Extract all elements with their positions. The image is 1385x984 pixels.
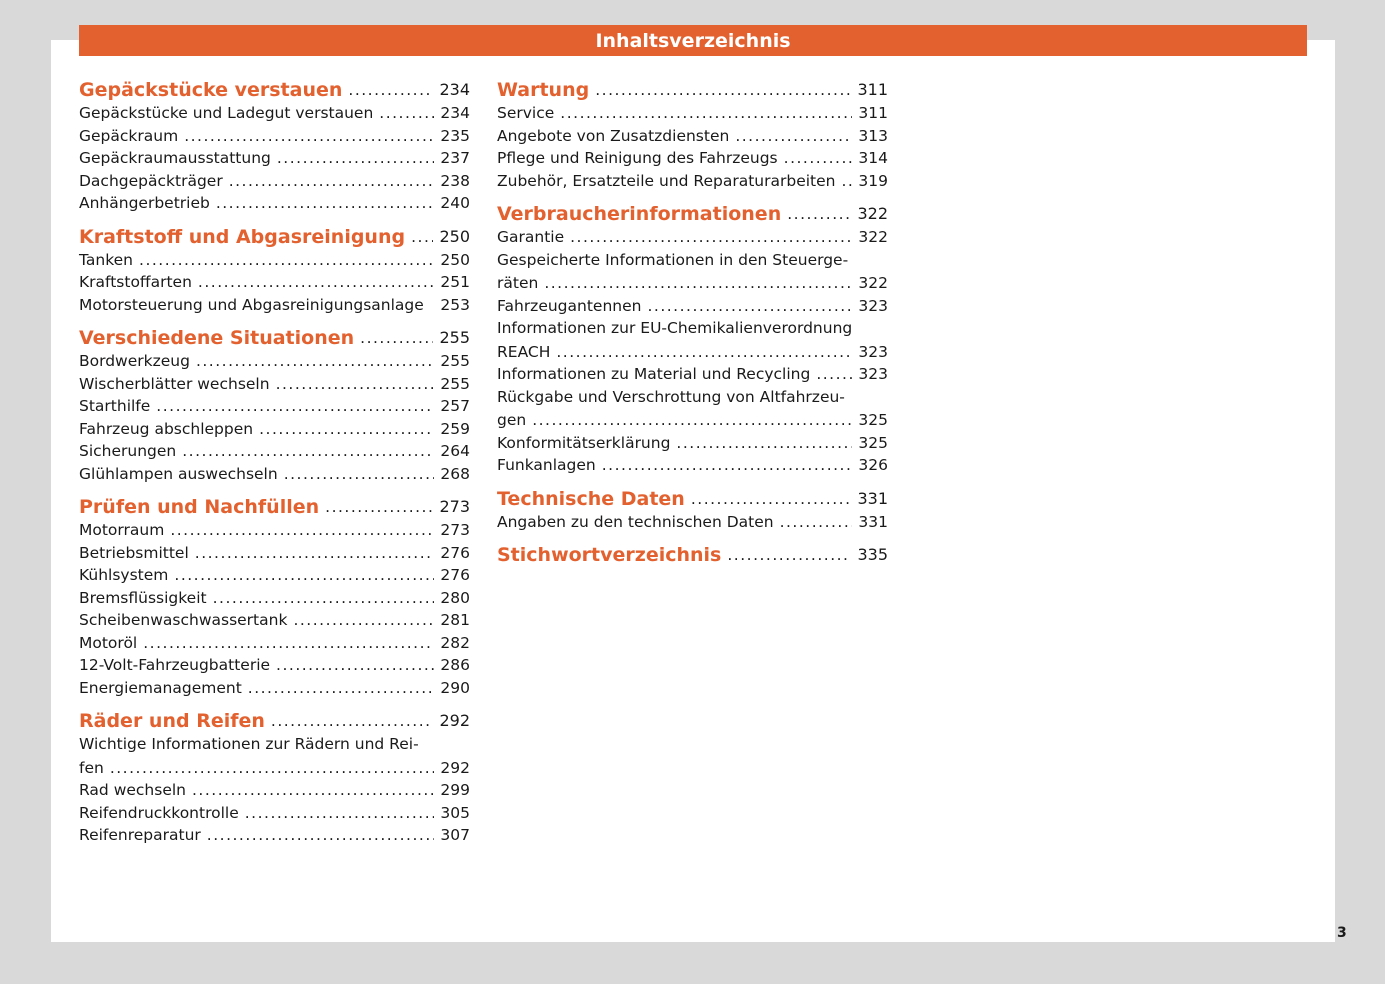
dot-leader [216,192,435,215]
page-ref: 237 [440,149,470,167]
page-ref: 290 [440,678,470,697]
dot-leader [192,779,434,802]
toc-entry[interactable] [79,350,470,373]
toc-entry[interactable] [79,564,470,587]
toc-entry[interactable] [497,454,888,477]
toc-entry[interactable] [497,272,888,295]
page-ref: 286 [440,656,470,674]
entry-title: Rad wechseln [79,781,186,799]
entry-title: Kraftstoffarten [79,273,192,291]
page-ref: 281 [440,611,470,629]
entry-title: Betriebsmittel [79,543,189,562]
dot-leader [293,609,434,632]
entry-title: Sicherungen [79,442,177,460]
entry-title: Gepäckraum [79,126,179,145]
toc-section[interactable] [79,225,470,249]
entry-title: Motorraum [79,521,165,539]
toc-entry[interactable] [497,511,888,534]
dot-leader [556,341,852,364]
dot-leader [379,102,434,125]
toc-entry[interactable] [497,226,888,249]
toc-entry-line[interactable]: Wichtige Informationen zur Rädern und Rei- [79,735,419,753]
entry-title: Kühlsystem [79,566,169,584]
toc-entry[interactable] [79,125,470,148]
dot-leader [284,463,435,486]
section-title: Stichwortverzeichnis [497,544,722,566]
page-ref: 322 [858,274,888,292]
section-title: Verbraucherinformationen [497,203,782,225]
dot-leader [691,487,852,511]
entry-title: Tanken [79,250,134,269]
toc-entry[interactable] [79,373,470,396]
toc-entry[interactable] [79,802,470,825]
entry-title: Garantie [497,228,565,246]
dot-leader [647,295,852,318]
page-ref: 319 [858,171,888,190]
toc-entry[interactable] [79,632,470,655]
entry-title: Fahrzeugantennen [497,296,642,315]
dot-leader [248,677,435,700]
dot-leader [780,511,853,534]
page-ref: 331 [858,512,888,531]
page-ref: 235 [440,126,470,145]
dot-leader [139,249,434,272]
page-ref: 268 [440,464,470,483]
page-ref: 259 [440,419,470,438]
dot-leader [570,226,852,249]
toc-entry[interactable] [79,249,470,272]
dot-leader [195,542,435,565]
page-ref: 313 [858,126,888,145]
page-ref: 238 [440,171,470,190]
toc-entry[interactable] [79,587,470,610]
entry-title: Bordwerkzeug [79,352,190,370]
dot-leader [143,632,434,655]
dot-leader [360,326,433,350]
dot-leader [532,409,852,432]
entry-title: Zubehör, Ersatzteile und Reparaturarbeiten [497,171,836,190]
entry-title: Starthilfe [79,397,151,415]
page-ref: 326 [858,456,888,474]
toc-section[interactable] [497,202,888,226]
dot-leader [182,440,434,463]
entry-title: Angaben zu den technischen Daten [497,512,774,531]
toc-section[interactable] [79,709,470,733]
toc-right-column [497,78,888,567]
entry-title: Anhängerbetrieb [79,194,210,212]
entry-title: Dachgepäckträger [79,171,223,190]
toc-section[interactable] [79,78,470,102]
toc-entry[interactable] [79,271,470,294]
toc-entry[interactable] [79,395,470,418]
page-ref: 240 [440,194,470,212]
entry-title: Glühlampen auswechseln [79,464,278,483]
section-title: Prüfen und Nachfüllen [79,496,320,518]
toc-entry[interactable] [79,102,470,125]
dot-leader [784,147,853,170]
page-ref: 273 [440,521,470,539]
toc-entry-line[interactable]: Informationen zur EU-Chemikalienverordnung [497,319,853,337]
page-ref: 250 [440,250,470,269]
page-ref: 250 [439,226,470,246]
entry-title: Gepäckraumausstattung [79,149,271,167]
toc-header [79,25,1307,56]
page-ref: 280 [440,588,470,607]
entry-title: Funkanlagen [497,456,596,474]
page-ref: 292 [439,711,470,730]
page-ref: 299 [440,781,470,799]
page-ref: 305 [440,803,470,822]
page-ref: 234 [440,104,470,122]
toc-section[interactable] [497,487,888,511]
page-ref: 292 [440,758,470,777]
page-ref: 264 [440,442,470,460]
dot-leader [271,709,434,733]
entry-title: Pflege und Reinigung des Fahrzeugs [497,149,778,167]
toc-entry[interactable] [79,463,470,486]
dot-leader [727,543,851,567]
dot-leader [184,125,434,148]
page-ref: 331 [857,488,888,508]
page-ref: 323 [858,342,888,361]
page-number: 3 [1337,925,1347,941]
toc-entry[interactable] [497,432,888,455]
toc-entry[interactable] [497,363,888,386]
dot-leader [560,102,852,125]
entry-title: Konformitätserklärung [497,433,671,452]
page-ref: 257 [440,397,470,415]
dot-leader [245,802,435,825]
dot-leader [170,519,434,542]
dot-leader [735,125,852,148]
toc-entry[interactable] [79,294,470,317]
entry-title: Motoröl [79,633,138,652]
entry-title: Angebote von Zusatzdiensten [497,126,730,145]
page-ref: 276 [440,543,470,562]
entry-title: Motorsteuerung und Abgasreinigungsanlage [79,295,424,314]
entry-title: Service [497,104,555,122]
toc-entry[interactable] [79,654,470,677]
page-ref: 314 [858,149,888,167]
page-ref: 335 [857,545,888,564]
dot-leader [276,654,434,677]
toc-entry[interactable] [79,147,470,170]
entry-title: gen [497,411,527,429]
toc-section[interactable] [497,543,888,567]
entry-title: Bremsflüssigkeit [79,588,207,607]
toc-section[interactable] [79,326,470,350]
toc-entry-line[interactable]: Rückgabe und Verschrottung von Altfahrzeu- [497,387,845,406]
toc-entry[interactable] [79,170,470,193]
section-title: Gepäckstücke verstauen [79,79,343,101]
section-title: Technische Daten [497,487,685,510]
section-title: Räder und Reifen [79,710,265,732]
dot-leader [348,78,433,102]
toc-entry[interactable] [79,609,470,632]
toc-entry-line[interactable]: Gespeicherte Informationen in den Steuerge- [497,250,849,269]
page-ref: 255 [440,352,470,370]
entry-title: REACH [497,342,551,361]
toc-title: Inhaltsverzeichnis [595,29,791,52]
entry-title: räten [497,274,539,292]
page-ref: 273 [439,497,470,516]
section-title: Verschiedene Situationen [79,327,355,349]
page-ref: 323 [858,365,888,383]
entry-title: Scheibenwaschwassertank [79,611,288,629]
dot-leader [110,757,435,780]
toc-entry[interactable] [497,102,888,125]
dot-leader [259,418,434,441]
dot-leader [196,350,434,373]
page-ref: 322 [858,228,888,246]
toc-entry[interactable] [79,677,470,700]
toc-entry[interactable] [79,418,470,441]
entry-title: Reifendruckkontrolle [79,803,239,822]
dot-leader [277,147,435,170]
section-title: Kraftstoff und Abgasreinigung [79,225,406,248]
page-ref: 311 [857,80,888,99]
page-ref: 234 [439,80,470,99]
entry-title: Informationen zu Material und Recycling [497,365,811,383]
dot-leader [595,78,851,102]
page-ref: 253 [440,295,470,314]
entry-title: Wischerblätter wechseln [79,374,270,393]
toc-entry[interactable] [79,824,470,847]
page-ref: 323 [858,296,888,315]
toc-entry[interactable] [79,779,470,802]
toc-entry[interactable] [79,757,470,780]
entry-title: Gepäckstücke und Ladegut verstauen [79,104,374,122]
toc-entry[interactable] [497,125,888,148]
dot-leader [411,225,433,249]
toc-left-column [79,78,470,847]
toc-entry[interactable] [79,440,470,463]
toc-entry[interactable] [79,542,470,565]
page-ref: 276 [440,566,470,584]
page-ref: 251 [440,273,470,291]
entry-title: 12-Volt-Fahrzeugbatterie [79,656,271,674]
page-ref: 325 [858,433,888,452]
toc-entry[interactable] [497,147,888,170]
dot-leader [602,454,853,477]
entry-title: Fahrzeug abschleppen [79,419,254,438]
section-title: Wartung [497,79,590,101]
dot-leader [676,432,852,455]
toc-entry[interactable] [497,409,888,432]
dot-leader [325,495,433,519]
page-ref: 311 [858,104,888,122]
page-ref: 325 [858,411,888,429]
dot-leader [276,373,435,396]
toc-entry[interactable] [497,295,888,318]
entry-title: Energiemanagement [79,678,242,697]
page-ref: 255 [439,328,470,347]
toc-entry[interactable] [79,519,470,542]
entry-title: fen [79,758,104,777]
entry-title: Reifenreparatur [79,826,201,844]
dot-leader [816,363,852,386]
toc-entry[interactable] [497,170,888,193]
toc-entry[interactable] [497,341,888,364]
dot-leader [156,395,434,418]
toc-entry[interactable] [79,192,470,215]
dot-leader [213,587,435,610]
dot-leader [544,272,852,295]
page-ref: 282 [440,633,470,652]
page-ref: 255 [440,374,470,393]
page-ref: 322 [857,204,888,223]
toc-section[interactable] [497,78,888,102]
dot-leader [174,564,434,587]
dot-leader [207,824,435,847]
toc-section[interactable] [79,495,470,519]
dot-leader [787,202,851,226]
dot-leader [198,271,434,294]
dot-leader [229,170,435,193]
page-ref: 307 [440,826,470,844]
dot-leader [842,170,853,193]
